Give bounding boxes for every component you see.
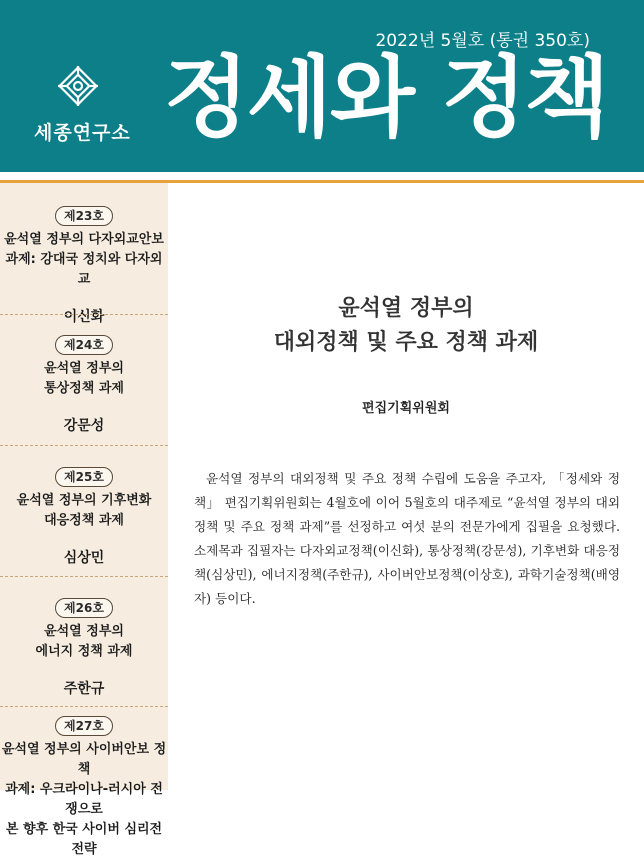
- toc-title-line: 대응정책 과제: [44, 513, 124, 528]
- toc-title-line: 통상정책 과제: [44, 381, 124, 396]
- article-body: 윤석열 정부의 대외정책 및 주요 정책 수립에 도움을 주고자, 「정세와 정책」 편집기획위원회는 4월호에 이어 5월호의 대주제로 “윤석열 정부의 대외정책 및 주요 정책 과제”를 선정하고 여섯 분의 전문가에게 집필을 요청했다. 소제목과 집필자는 다자외교정책(이신화), 통상정책(강문성), 기후변화 대응정책(심상민), 에너지정책(주한규), 사이버안보정책(이상호), 과학기술정책(배영자) 등이다.: [194, 471, 620, 606]
- toc-title-line: 과제: 강대국 정치와 다자외교: [5, 252, 163, 287]
- toc-item-25[interactable]: [0, 466, 168, 567]
- toc-title-line: 본 향후 한국 사이버 심리전 전략: [5, 822, 163, 857]
- toc-title-line: 과제: 우크라이나-러시아 전쟁으로: [5, 782, 163, 817]
- toc-title-line: 에너지 정책 과제: [35, 644, 133, 659]
- toc-divider: [0, 706, 168, 707]
- toc-item-26[interactable]: [0, 597, 168, 698]
- toc-title-line: 윤석열 정부의 사이버안보 정책: [1, 742, 167, 777]
- article-title-line: 윤석열 정부의: [338, 295, 474, 321]
- article-area: [168, 183, 644, 790]
- toc-divider: [0, 445, 168, 446]
- toc-title: [0, 359, 168, 399]
- toc-title: [0, 622, 168, 662]
- toc-author: 주한규: [63, 681, 105, 697]
- toc-author: 심상민: [63, 550, 105, 566]
- toc-author: 강문성: [63, 418, 105, 434]
- toc-title-line: 윤석열 정부의: [44, 624, 124, 639]
- org-name: 세종연구소: [34, 122, 131, 144]
- issue-badge: 제27호: [55, 716, 113, 736]
- article-author: 편집기획위원회: [362, 401, 450, 416]
- toc-title-line: 윤석열 정부의 다자외교안보: [4, 232, 164, 247]
- issue-badge: 제24호: [55, 335, 113, 355]
- toc-title: [0, 491, 168, 531]
- toc-item-27[interactable]: [0, 715, 168, 860]
- issue-number: 2022년 5월호 (통권 350호): [375, 31, 590, 51]
- sidebar-toc: [0, 183, 168, 857]
- toc-divider: [0, 314, 168, 315]
- toc-item-24[interactable]: [0, 334, 168, 435]
- issue-badge: 제23호: [55, 206, 113, 226]
- sejong-institute-logo-icon: [56, 64, 100, 108]
- toc-divider: [0, 576, 168, 577]
- toc-author: 이신화: [63, 309, 105, 325]
- toc-title: [0, 230, 168, 290]
- article-title: [168, 291, 644, 359]
- masthead-title: 정세와 정책: [164, 46, 608, 149]
- issue-badge: 제25호: [55, 467, 113, 487]
- header-banner: [0, 0, 644, 172]
- header-divider: [0, 172, 644, 176]
- toc-title-line: 윤석열 정부의: [44, 361, 124, 376]
- article-title-line: 대외정책 및 주요 정책 과제: [273, 329, 539, 355]
- toc-item-23[interactable]: [0, 205, 168, 326]
- toc-title: [0, 740, 168, 860]
- issue-badge: 제26호: [55, 598, 113, 618]
- toc-title-line: 윤석열 정부의 기후변화: [16, 493, 152, 508]
